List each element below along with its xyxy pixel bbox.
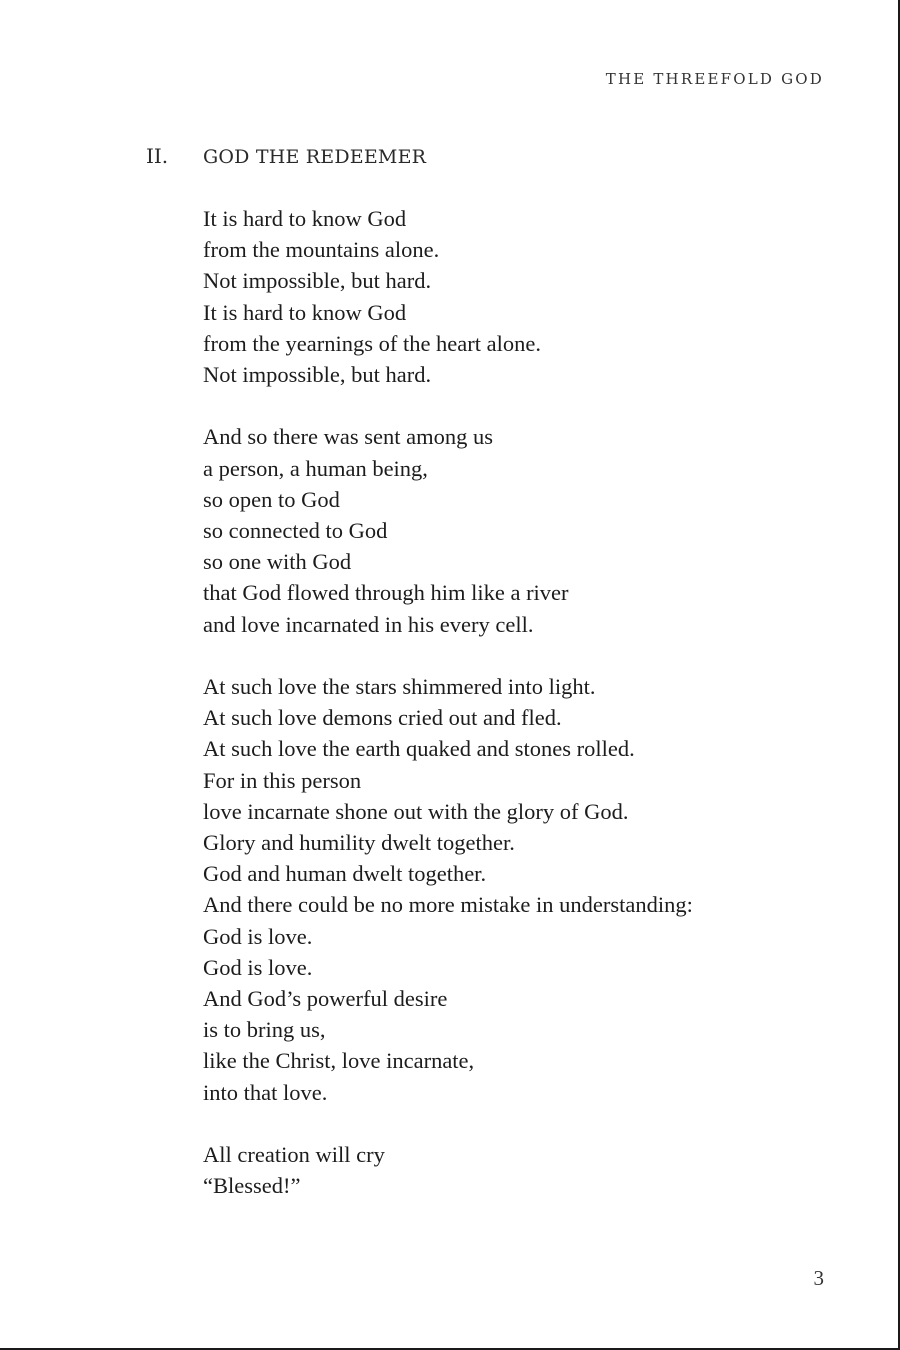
poem-line: so connected to God [203, 518, 388, 544]
poem-line: For in this person [203, 767, 362, 793]
poem-line: And so there was sent among us [203, 424, 493, 450]
poem-line: is to bring us, [203, 1017, 326, 1043]
poem-line: “Blessed!” [203, 1173, 301, 1199]
running-head: THE THREEFOLD GOD [605, 70, 824, 88]
stanza-1 [203, 203, 863, 390]
poem-line: God and human dwelt together. [203, 861, 487, 887]
poem-line: And God’s powerful desire [203, 986, 448, 1012]
poem-body [203, 203, 863, 1233]
poem-line: like the Christ, love incarnate, [203, 1048, 475, 1074]
poem-line: so one with God [203, 549, 352, 575]
section-number: II. [146, 144, 169, 168]
poem-line: It is hard to know God [203, 299, 407, 325]
stanza-3 [203, 671, 863, 1108]
poem-line: that God flowed through him like a river [203, 580, 569, 606]
poem-line: And there could be no more mistake in understanding: [203, 892, 693, 918]
poem-line: Not impossible, but hard. [203, 362, 432, 388]
poem-line: It is hard to know God [203, 206, 407, 231]
poem-line: God is love. [203, 923, 313, 949]
poem-line: so open to God [203, 486, 340, 512]
poem-line: Not impossible, but hard. [203, 268, 432, 294]
poem-line: Glory and humility dwelt together. [203, 830, 515, 856]
poem-line: At such love the earth quaked and stones rolled. [203, 736, 635, 762]
stanza-2 [203, 421, 863, 639]
poem-line: from the yearnings of the heart alone. [203, 330, 541, 356]
poem-line: At such love the stars shimmered into light. [203, 674, 596, 700]
section-title: GOD THE REDEEMER [203, 146, 427, 168]
poem-line: All creation will cry [203, 1142, 385, 1168]
poem-line: At such love demons cried out and fled. [203, 705, 562, 731]
poem-line: into that love. [203, 1079, 328, 1105]
section-heading [146, 144, 426, 168]
poem-line: a person, a human being, [203, 455, 428, 481]
poem-line: from the mountains alone. [203, 237, 440, 263]
stanza-4 [203, 1139, 863, 1201]
poem-line: love incarnate shone out with the glory of God. [203, 798, 629, 824]
poem-line: God is love. [203, 954, 313, 980]
page-number: 3 [813, 1266, 824, 1290]
poem-line: and love incarnated in his every cell. [203, 611, 534, 637]
